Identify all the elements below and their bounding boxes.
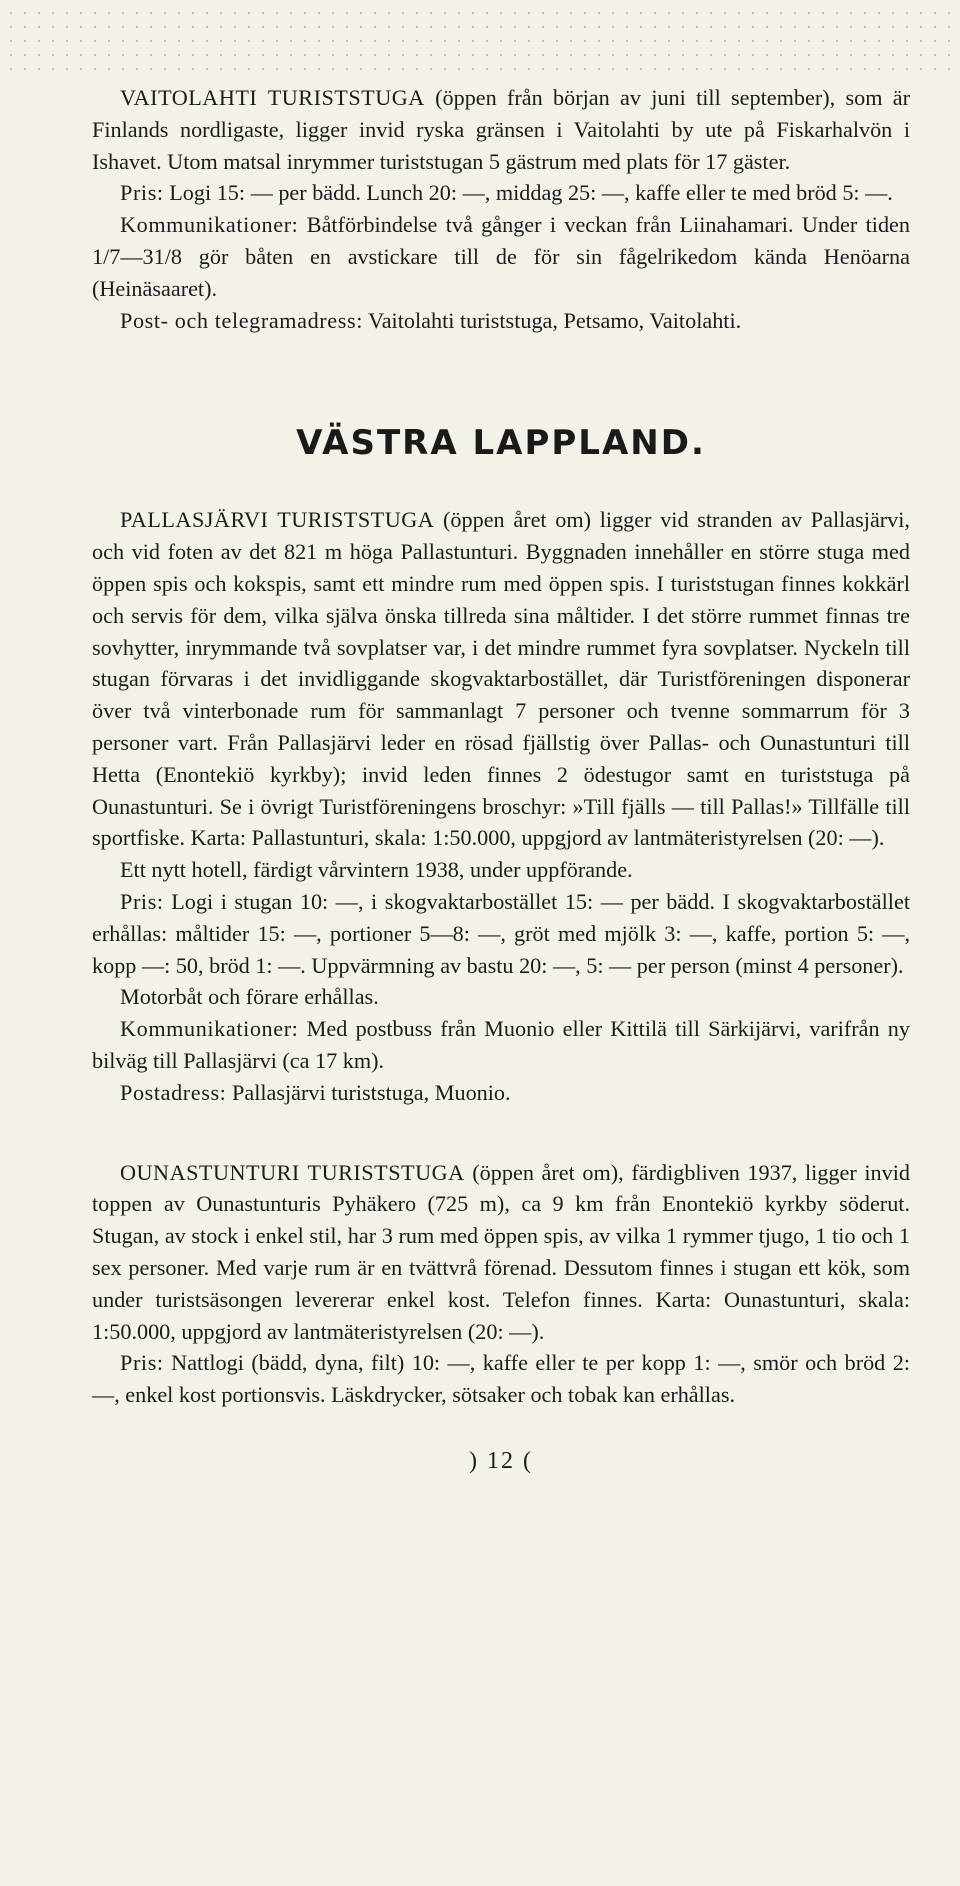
vaitolahti-address: Post- och telegramadress: Vaitolahti turiststuga, Petsamo, Vaitolahti. — [120, 307, 742, 333]
pallasjarvi-prices: Pris: Logi i stugan 10: —, i skogvaktarbostället 15: — per bädd. I skogvaktarbostället erhållas: måltider 15: —, portioner 5—8: —, gröt med mjölk 3: —, kaffe, portion 5: —, kopp —: 50, bröd 1: —. Uppvärmning av bastu 20: —, 5: — per person (minst 4 personer). — [92, 888, 910, 978]
paper-texture-top — [0, 0, 960, 70]
address-label: Postadress: — [120, 1079, 227, 1105]
ounastunturi-prices: Pris: Nattlogi (bädd, dyna, filt) 10: —, kaffe eller te per kopp 1: —, smör och bröd 2: —, enkel kost portionsvis. Läskdrycker, sötsaker och tobak kan erhållas. — [92, 1350, 910, 1408]
address-label: Post- och telegramadress: — [120, 307, 363, 333]
ounastunturi-name: OUNASTUNTURI TURISTSTUGA — [120, 1159, 465, 1185]
vaitolahti-prices: Pris: Logi 15: — per bädd. Lunch 20: —, middag 25: —, kaffe eller te med bröd 5: —. — [120, 180, 893, 206]
pallasjarvi-address: Postadress: Pallasjärvi turiststuga, Muonio. — [120, 1079, 511, 1105]
ounastunturi-description: OUNASTUNTURI TURISTSTUGA (öppen året om), färdigbliven 1937, ligger invid toppen av Ounastunturis Pyhäkero (725 m), ca 9 km från Enontekiö kyrkby söderut. Stugan, av stock i enkel stil, har 3 rum med öppen spis, av vilka 1 rymmer tjugo, 1 tio och 1 sex personer. Med varje rum är en tvättvrå förenad. Dessutom finnes i stugan ett kök, som under turistsäsongen levererar enkel kost. Telefon finnes. Karta: Ounastunturi, skala: 1:50.000, uppgjord av lantmäteristyrelsen (20: —). — [92, 1159, 910, 1344]
price-label: Pris: — [120, 1350, 164, 1376]
vaitolahti-description: VAITOLAHTI TURISTSTUGA (öppen från början av juni till september), som är Finlands nordligaste, ligger invid ryska gränsen i Vaitolahti by ute på Fiskarhalvön i Ishavet. Utom matsal inrymmer turiststugan 5 gästrum med plats för 17 gäster. — [92, 85, 910, 174]
section-title: VÄSTRA LAPPLAND. — [296, 423, 706, 464]
price-label: Pris: — [120, 180, 164, 206]
page-number: ) 12 ( — [469, 1447, 533, 1474]
pallasjarvi-name: PALLASJÄRVI TURISTSTUGA — [120, 507, 435, 533]
price-label: Pris: — [120, 888, 164, 914]
communications-label: Kommunikationer: — [120, 212, 299, 238]
pallasjarvi-hotel: Ett nytt hotell, färdigt vårvintern 1938, under uppförande. — [120, 857, 633, 883]
pallasjarvi-communications: Kommunikationer: Med postbuss från Muonio eller Kittilä till Särkijärvi, varifrån ny bilväg till Pallasjärvi (ca 17 km). — [92, 1016, 910, 1073]
communications-label: Kommunikationer: — [120, 1016, 299, 1042]
vaitolahti-communications: Kommunikationer: Båtförbindelse två gånger i veckan från Liinahamari. Under tiden 1/7—31/8 gör båten en avstickare till de för sin fågelrikedom kända Henöarna (Heinäsaaret). — [92, 212, 910, 301]
vaitolahti-name: VAITOLAHTI TURISTSTUGA — [120, 85, 425, 110]
pallasjarvi-description: PALLASJÄRVI TURISTSTUGA (öppen året om) ligger vid stranden av Pallasjärvi, och vid foten av det 821 m höga Pallastunturi. Byggnaden innehåller en större stuga med öppen spis och kokspis, samt ett mindre rum med öppen spis. I turiststugan finnes kokkärl och servis för dem, vilka själva önska tillreda sina måltider. I det större rummet finnas tre sovhytter, inrymmande två sovplatser var, i det mindre rummet fyra sovplatser. Nyckeln till stugan förvaras i det invidliggande skogvaktarbostället, där Turistföreningen disponerar över två vinterbonade rum för sammanlagt 7 personer och tvenne sommarrum för 3 personer vart. Från Pallasjärvi leder en rösad fjällstig över Pallas- och Ounastunturi till Hetta (Enontekiö kyrkby); invid leden finnes 2 ödestugor samt en turiststuga på Ounastunturi. Se i övrigt Turistföreningens broschyr: »Till fjälls — till Pallas!» Tillfälle till sportfiske. Karta: Pallastunturi, skala: 1:50.000, uppgjord av lantmäteristyrelsen (20: —). — [92, 507, 910, 851]
pallasjarvi-motorboat: Motorbåt och förare erhållas. — [120, 984, 379, 1010]
